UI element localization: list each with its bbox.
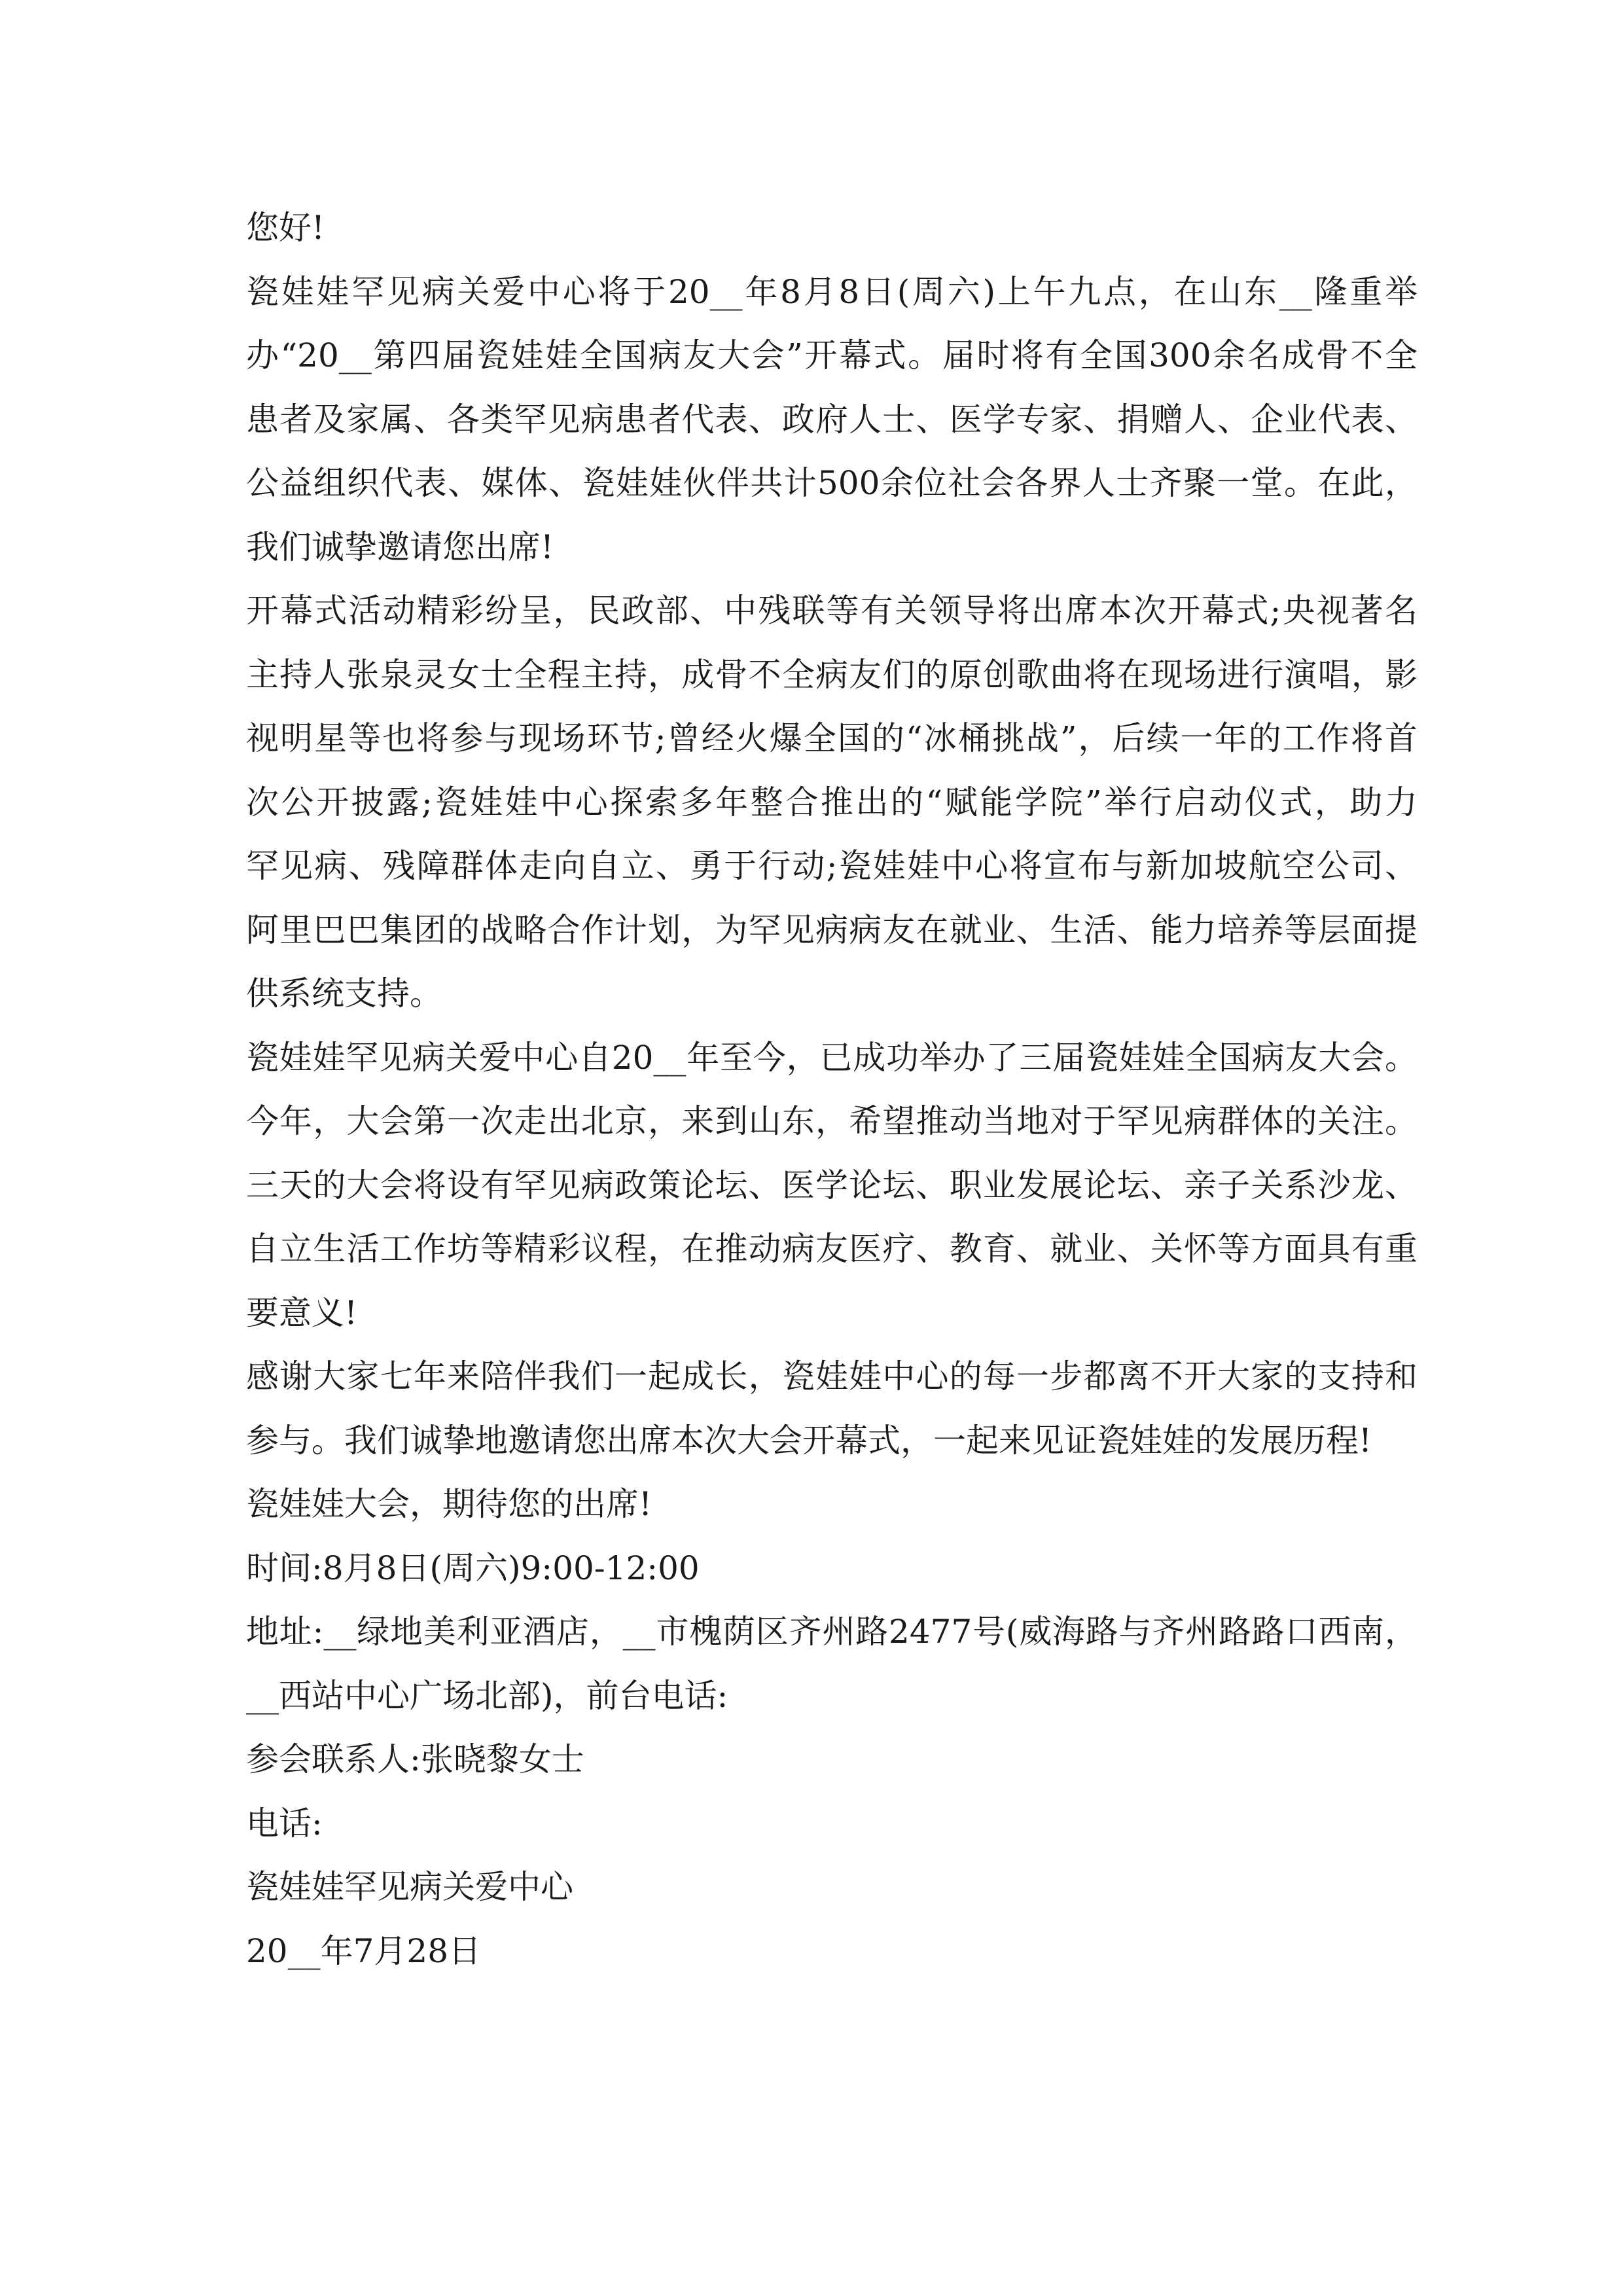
contact-person: 参会联系人:张晓黎女士 (246, 1740, 584, 1778)
text-line: 瓷娃娃罕见病关爱中心自20__年至今，已成功举办了三届瓷娃娃全国病友大会。 (246, 1038, 1418, 1077)
text-line: 瓷娃娃大会，期待您的出席! (246, 1485, 652, 1523)
text-line: 自立生活工作坊等精彩议程，在推动病友医疗、教育、就业、关怀等方面具有重 (246, 1230, 1418, 1268)
text-line: 办“20__第四届瓷娃娃全国病友大会”开幕式。届时将有全国300余名成骨不全 (246, 336, 1418, 374)
text-line: 次公开披露;瓷娃娃中心探索多年整合推出的“赋能学院”举行启动仪式，助力 (246, 783, 1418, 821)
text-line: 要意义! (246, 1293, 358, 1332)
text-line: 患者及家属、各类罕见病患者代表、政府人士、医学专家、捐赠人、企业代表、 (246, 400, 1418, 439)
event-address-cont: __西站中心广场北部)，前台电话: (246, 1676, 728, 1715)
text-line: 感谢大家七年来陪伴我们一起成长，瓷娃娃中心的每一步都离不开大家的支持和 (246, 1357, 1418, 1395)
text-line: 三天的大会将设有罕见病政策论坛、医学论坛、职业发展论坛、亲子关系沙龙、 (246, 1166, 1418, 1204)
signature-date: 20__年7月28日 (246, 1931, 482, 1970)
greeting: 您好! (246, 209, 325, 247)
signature-org: 瓷娃娃罕见病关爱中心 (246, 1868, 573, 1906)
text-line: 我们诚挚邀请您出席! (246, 528, 554, 566)
contact-phone: 电话: (246, 1804, 323, 1842)
event-time: 时间:8月8日(周六)9:00-12:00 (246, 1549, 700, 1587)
text-line: 主持人张泉灵女士全程主持，成骨不全病友们的原创歌曲将在现场进行演唱，影 (246, 655, 1418, 694)
text-line: 开幕式活动精彩纷呈，民政部、中残联等有关领导将出席本次开幕式;央视著名 (246, 592, 1418, 630)
text-line: 罕见病、残障群体走向自立、勇于行动;瓷娃娃中心将宣布与新加坡航空公司、 (246, 847, 1418, 885)
text-line: 供系统支持。 (246, 975, 442, 1013)
event-address: 地址:__绿地美利亚酒店，__市槐荫区齐州路2477号(威海路与齐州路路口西南， (246, 1613, 1418, 1651)
text-line: 参与。我们诚挚地邀请您出席本次大会开幕式，一起来见证瓷娃娃的发展历程! (246, 1421, 1372, 1460)
letter-body (246, 196, 1418, 1983)
text-line: 公益组织代表、媒体、瓷娃娃伙伴共计500余位社会各界人士齐聚一堂。在此， (246, 464, 1418, 502)
text-line: 阿里巴巴集团的战略合作计划，为罕见病病友在就业、生活、能力培养等层面提 (246, 910, 1418, 949)
text-line: 瓷娃娃罕见病关爱中心将于20__年8月8日(周六)上午九点，在山东__隆重举 (246, 272, 1418, 311)
text-line: 视明星等也将参与现场环节;曾经火爆全国的“冰桶挑战”，后续一年的工作将首 (246, 719, 1418, 757)
text-line: 今年，大会第一次走出北京，来到山东，希望推动当地对于罕见病群体的关注。 (246, 1102, 1418, 1140)
